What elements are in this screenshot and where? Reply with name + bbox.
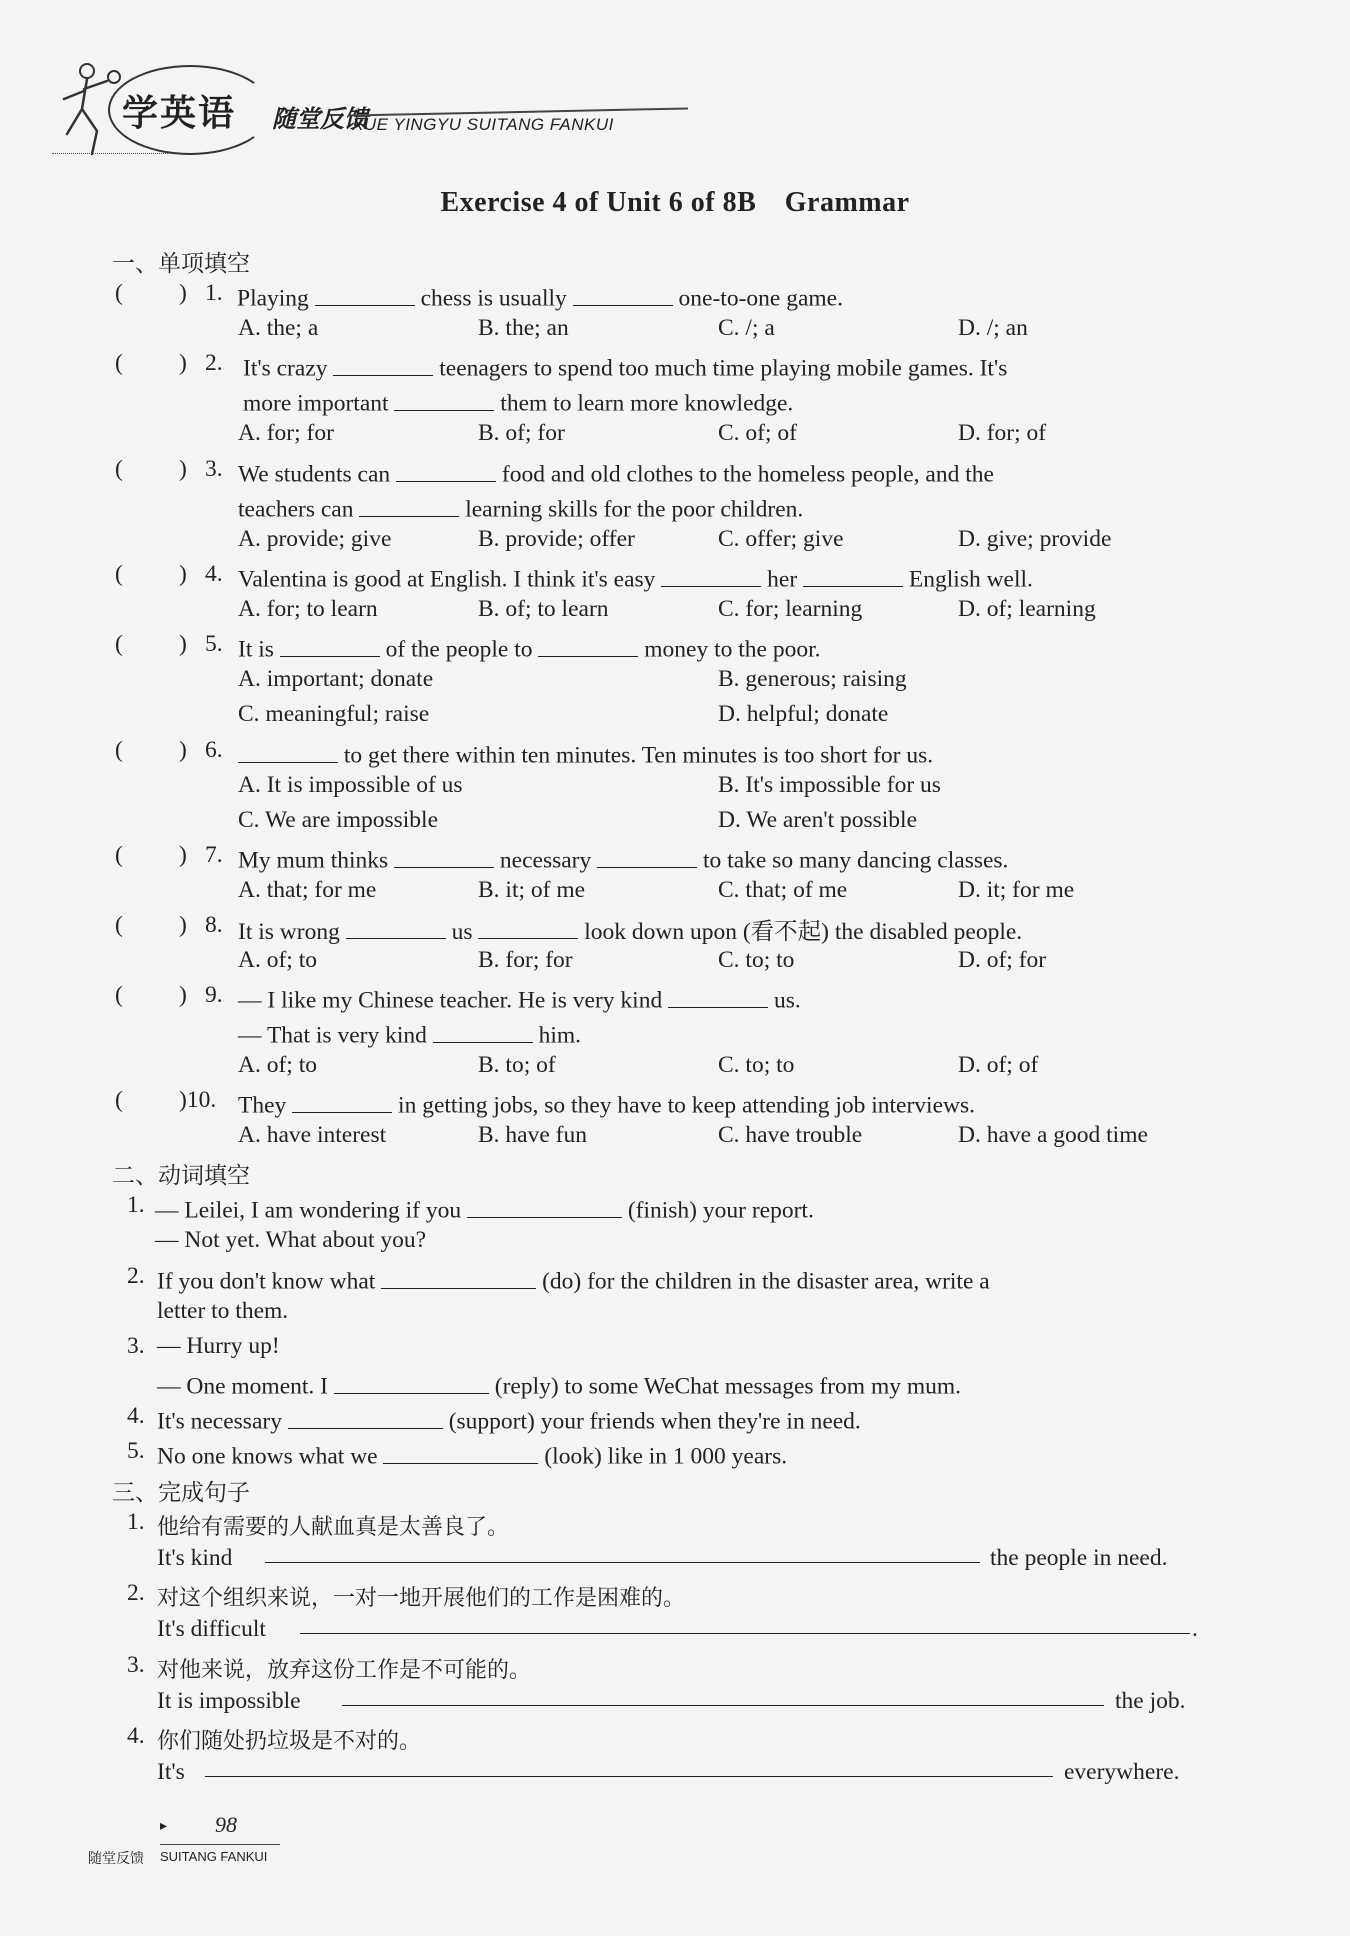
option-b: B. of; for xyxy=(478,420,565,446)
option-b: B. the; an xyxy=(478,315,569,341)
stem-text: My mum thinks xyxy=(238,847,389,874)
stem-text: It's necessary xyxy=(157,1408,282,1435)
question-stem xyxy=(238,982,801,1015)
stem-text: look down upon (看不起) the disabled people. xyxy=(584,919,1023,945)
question-number: 3. xyxy=(127,1333,145,1359)
stem-text: — One moment. I xyxy=(157,1373,328,1400)
question-stem xyxy=(238,561,1033,594)
option-a: A. have interest xyxy=(238,1122,387,1148)
sentence-end: everywhere. xyxy=(1064,1759,1180,1785)
answer-blank[interactable] xyxy=(333,350,433,376)
question-stem xyxy=(238,456,994,489)
chinese-prompt: 对这个组织来说，一对一地开展他们的工作是困难的。 xyxy=(157,1586,686,1611)
section1-heading: 一、单项填空 xyxy=(112,251,250,277)
question-number: 8. xyxy=(205,912,223,938)
header-logo xyxy=(52,55,652,155)
stem-text: money to the poor. xyxy=(644,636,821,663)
answer-paren-open: ( xyxy=(115,1087,123,1113)
option-c: C. We are impossible xyxy=(238,807,439,833)
answer-blank[interactable] xyxy=(538,631,638,657)
answer-paren-close: ) xyxy=(179,350,187,376)
section3-heading: 三、完成句子 xyxy=(112,1480,250,1506)
sentence-end: the job. xyxy=(1115,1688,1186,1714)
answer-blank[interactable] xyxy=(394,842,494,868)
answer-blank[interactable] xyxy=(478,913,578,939)
question-number: 2. xyxy=(205,350,223,376)
question-stem xyxy=(157,1263,990,1296)
stem-text: (finish) your report. xyxy=(627,1197,814,1224)
sentence-start: It's kind xyxy=(157,1545,233,1571)
option-b: B. to; of xyxy=(478,1052,556,1078)
answer-blank[interactable] xyxy=(383,1438,538,1464)
question-number: 6. xyxy=(205,737,223,763)
option-c: C. to; to xyxy=(718,947,795,973)
logo-dotted-base xyxy=(52,153,172,154)
answer-paren-open: ( xyxy=(115,631,123,657)
stem-text: learning skills for the poor children. xyxy=(465,496,804,523)
option-a: A. for; for xyxy=(238,420,334,446)
sentence-end: . xyxy=(1192,1616,1198,1642)
option-a: A. It is impossible of us xyxy=(238,772,463,798)
question-stem-line2 xyxy=(243,385,793,418)
logo-text-handwritten: 随堂反馈 xyxy=(272,105,368,133)
stem-text: her xyxy=(767,566,798,593)
stem-text: We students can xyxy=(238,461,391,488)
stem-text: No one knows what we xyxy=(157,1443,378,1470)
question-stem xyxy=(157,1403,861,1436)
question-stem xyxy=(238,737,933,770)
answer-blank[interactable] xyxy=(359,491,459,517)
option-d: D. it; for me xyxy=(958,877,1075,903)
logo-text-cn: 学英语 xyxy=(122,93,237,134)
sentence-start: It is impossible xyxy=(157,1688,301,1714)
answer-blank[interactable] xyxy=(342,1688,1104,1706)
stem-text: (reply) to some WeChat messages from my mum. xyxy=(494,1373,962,1400)
option-c: C. /; a xyxy=(718,315,775,341)
option-d: D. have a good time xyxy=(958,1122,1148,1148)
answer-paren-open: ( xyxy=(115,456,123,482)
stem-text: (do) for the children in the disaster area, write a xyxy=(542,1268,990,1295)
option-a: A. important; donate xyxy=(238,666,434,692)
option-d: D. of; learning xyxy=(958,596,1096,622)
stem-text: chess is usually xyxy=(420,285,567,312)
stem-text: them to learn more knowledge. xyxy=(500,390,794,417)
question-stem xyxy=(157,1438,787,1471)
answer-paren-open: ( xyxy=(115,912,123,938)
question-number: 5. xyxy=(127,1438,145,1464)
option-d: D. give; provide xyxy=(958,526,1112,552)
stem-text: — That is very kind xyxy=(238,1022,427,1049)
footer-logo-cn: 随堂反馈 xyxy=(88,1851,144,1867)
answer-paren-close: ) xyxy=(179,737,187,763)
answer-blank[interactable] xyxy=(661,561,761,587)
question-number: 1. xyxy=(127,1509,145,1535)
stem-text: him. xyxy=(538,1022,582,1049)
answer-blank[interactable] xyxy=(292,1087,392,1113)
option-b: B. generous; raising xyxy=(718,666,907,692)
option-a: A. for; to learn xyxy=(238,596,378,622)
option-a: A. of; to xyxy=(238,947,317,973)
answer-paren-close: ) xyxy=(179,912,187,938)
question-stem: — Hurry up! xyxy=(157,1333,280,1359)
question-stem-line2: letter to them. xyxy=(157,1298,289,1324)
option-c: C. have trouble xyxy=(718,1122,863,1148)
question-stem-line2 xyxy=(238,491,803,524)
answer-paren-open: ( xyxy=(115,280,123,306)
question-stem-line2 xyxy=(157,1368,961,1401)
answer-paren-close: ) xyxy=(179,842,187,868)
answer-paren-open: ( xyxy=(115,561,123,587)
question-number: 5. xyxy=(205,631,223,657)
page-title: Exercise 4 of Unit 6 of 8B Grammar xyxy=(440,187,910,218)
question-number: 3. xyxy=(127,1652,145,1678)
question-number: 4. xyxy=(127,1403,145,1429)
chinese-prompt: 你们随处扔垃圾是不对的。 xyxy=(157,1729,422,1754)
stem-text: in getting jobs, so they have to keep attending job interviews. xyxy=(398,1092,975,1119)
stem-text: (look) like in 1 000 years. xyxy=(544,1443,788,1470)
stem-text: to get there within ten minutes. Ten minutes is too short for us. xyxy=(343,742,934,769)
answer-blank[interactable] xyxy=(396,456,496,482)
option-a: A. that; for me xyxy=(238,877,377,903)
answer-blank[interactable] xyxy=(238,737,338,763)
question-number: 9. xyxy=(205,982,223,1008)
question-number: 3. xyxy=(205,456,223,482)
stem-text: necessary xyxy=(499,847,592,874)
answer-blank[interactable] xyxy=(394,385,494,411)
option-d: D. We aren't possible xyxy=(718,807,918,833)
answer-paren-close: ) xyxy=(179,982,187,1008)
answer-blank[interactable] xyxy=(280,631,380,657)
answer-blank[interactable] xyxy=(265,1545,980,1563)
question-number: 4. xyxy=(127,1723,145,1749)
stem-text: It is wrong xyxy=(238,919,340,945)
answer-blank[interactable] xyxy=(433,1017,533,1043)
option-a: A. provide; give xyxy=(238,526,392,552)
option-b: B. It's impossible for us xyxy=(718,772,941,798)
chinese-prompt: 他给有需要的人献血真是太善良了。 xyxy=(157,1515,510,1540)
question-number: 2. xyxy=(127,1580,145,1606)
stem-text: — I like my Chinese teacher. He is very kind xyxy=(238,987,663,1014)
question-stem xyxy=(243,350,1007,383)
answer-blank[interactable] xyxy=(315,280,415,306)
stem-text: one-to-one game. xyxy=(678,285,843,312)
option-d: D. for; of xyxy=(958,420,1047,446)
option-a: A. the; a xyxy=(238,315,319,341)
option-c: C. to; to xyxy=(718,1052,795,1078)
stem-text: English well. xyxy=(908,566,1033,593)
stem-text: It's crazy xyxy=(243,355,328,382)
question-number: 2. xyxy=(127,1263,145,1289)
footer-logo-en: SUITANG FANKUI xyxy=(160,1849,268,1864)
question-number: 4. xyxy=(205,561,223,587)
answer-paren-close: ) xyxy=(179,456,187,482)
option-d: D. helpful; donate xyxy=(718,701,889,727)
footer-arrow-icon: ▸ xyxy=(160,1819,168,1834)
logo-text-en: XUE YINGYU SUITANG FANKUI xyxy=(352,115,614,134)
stem-text: — Leilei, I am wondering if you xyxy=(155,1197,462,1224)
answer-blank[interactable] xyxy=(205,1759,1053,1777)
stem-text: Playing xyxy=(237,285,309,312)
answer-paren-close: ) xyxy=(179,561,187,587)
section2-heading: 二、动词填空 xyxy=(112,1163,250,1189)
question-stem xyxy=(155,1192,814,1225)
answer-blank[interactable] xyxy=(467,1192,622,1218)
option-c: C. that; of me xyxy=(718,877,848,903)
stem-text: food and old clothes to the homeless people, and the xyxy=(501,461,994,488)
option-b: B. for; for xyxy=(478,947,573,973)
stem-text: They xyxy=(238,1092,287,1119)
sentence-end: the people in need. xyxy=(990,1545,1168,1571)
option-c: C. for; learning xyxy=(718,596,863,622)
option-c: C. offer; give xyxy=(718,526,844,552)
answer-blank[interactable] xyxy=(803,561,903,587)
question-stem xyxy=(237,280,843,313)
stem-text: to take so many dancing classes. xyxy=(703,847,1009,874)
answer-blank[interactable] xyxy=(668,982,768,1008)
option-b: B. provide; offer xyxy=(478,526,635,552)
question-number: 7. xyxy=(205,842,223,868)
answer-paren-close: ) xyxy=(179,280,187,306)
question-number: 1. xyxy=(205,280,223,306)
stem-text: Valentina is good at English. I think it's easy xyxy=(238,566,656,593)
stem-text: If you don't know what xyxy=(157,1268,376,1295)
sentence-start: It's xyxy=(157,1759,185,1785)
stem-text: us. xyxy=(773,987,801,1014)
answer-paren-open: ( xyxy=(115,350,123,376)
option-d: D. of; of xyxy=(958,1052,1039,1078)
question-number: )10. xyxy=(179,1087,217,1113)
option-d: D. /; an xyxy=(958,315,1028,341)
question-stem xyxy=(238,842,1008,875)
option-d: D. of; for xyxy=(958,947,1047,973)
option-c: C. of; of xyxy=(718,420,797,446)
question-number: 1. xyxy=(127,1192,145,1218)
stem-text: us xyxy=(451,919,473,945)
stem-text: teachers can xyxy=(238,496,354,523)
question-stem xyxy=(238,1087,975,1120)
answer-paren-open: ( xyxy=(115,737,123,763)
option-b: B. of; to learn xyxy=(478,596,609,622)
answer-blank[interactable] xyxy=(288,1403,443,1429)
answer-paren-open: ( xyxy=(115,842,123,868)
answer-blank[interactable] xyxy=(334,1368,489,1394)
answer-blank[interactable] xyxy=(381,1263,536,1289)
answer-blank[interactable] xyxy=(597,842,697,868)
stem-text: (support) your friends when they're in need. xyxy=(448,1408,861,1435)
option-b: B. have fun xyxy=(478,1122,587,1148)
option-b: B. it; of me xyxy=(478,877,586,903)
sentence-start: It's difficult xyxy=(157,1616,266,1642)
answer-blank[interactable] xyxy=(573,280,673,306)
stem-text: more important xyxy=(243,390,389,417)
question-stem xyxy=(238,912,1022,946)
footer-divider xyxy=(160,1844,280,1845)
answer-paren-close: ) xyxy=(179,631,187,657)
question-stem-line2 xyxy=(238,1017,581,1050)
chinese-prompt: 对他来说，放弃这份工作是不可能的。 xyxy=(157,1658,532,1683)
answer-paren-open: ( xyxy=(115,982,123,1008)
option-c: C. meaningful; raise xyxy=(238,701,430,727)
question-stem xyxy=(238,631,820,664)
page-number: 98 xyxy=(215,1812,237,1837)
question-stem-line2: — Not yet. What about you? xyxy=(155,1227,427,1253)
stem-text: of the people to xyxy=(385,636,533,663)
stem-text: It is xyxy=(238,636,274,663)
option-a: A. of; to xyxy=(238,1052,317,1078)
answer-blank[interactable] xyxy=(346,913,446,939)
stem-text: teenagers to spend too much time playing mobile games. It's xyxy=(439,355,1008,382)
answer-blank[interactable] xyxy=(300,1616,1190,1634)
